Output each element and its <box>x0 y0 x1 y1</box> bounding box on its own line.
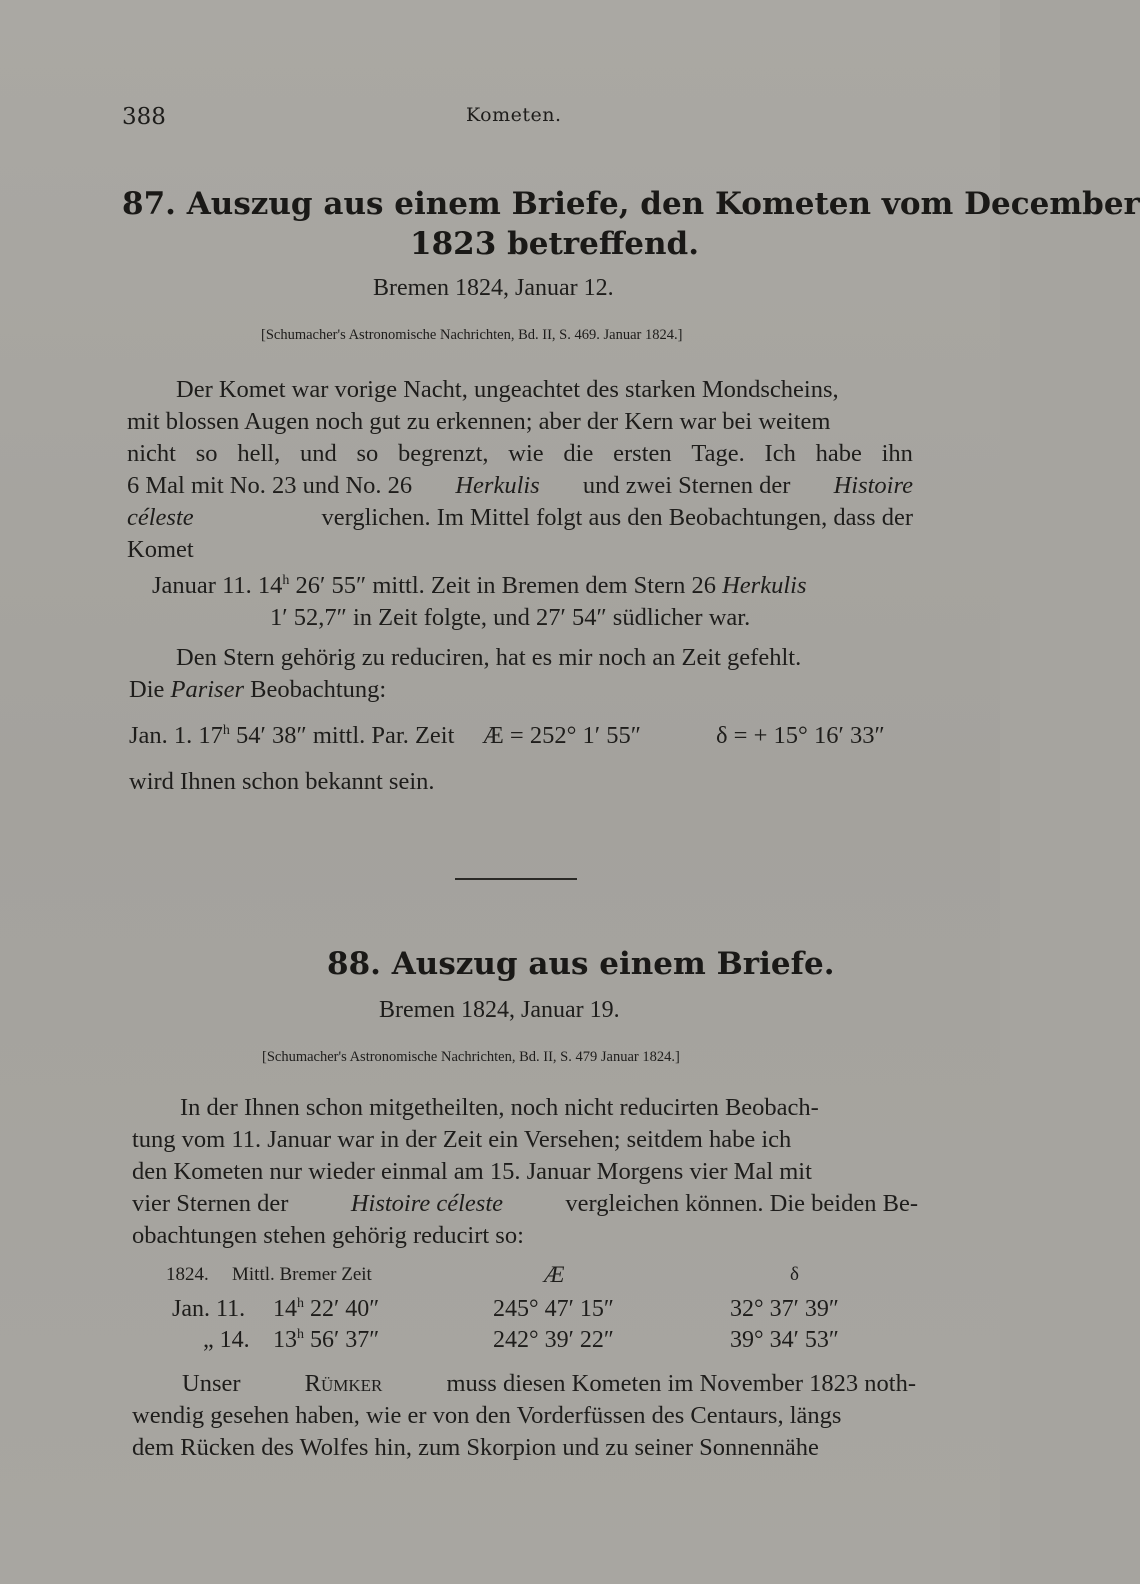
table-row1-dec: 32° 37′ 39″ <box>730 1296 839 1322</box>
text-segment: verglichen. Im Mittel folgt aus den Beobachtungen, dass der <box>321 504 913 531</box>
s87-p2-line1: Den Stern gehörig zu reduciren, hat es mir noch an Zeit gefehlt. <box>176 644 802 671</box>
word: und <box>299 440 337 467</box>
hour-mark: h <box>297 1327 304 1342</box>
word: so <box>195 440 218 467</box>
s87-observation-line2: 1′ 52,7″ in Zeit folgte, und 27′ 54″ südlicher war. <box>270 604 751 631</box>
s88-p1-line4 <box>132 1190 918 1218</box>
text-segment: und zwei Sternen der <box>582 472 791 499</box>
table-row2-dec: 39° 34′ 53″ <box>730 1327 839 1353</box>
word: nicht <box>127 440 176 467</box>
section-divider <box>455 878 577 880</box>
star-name: Herkulis <box>722 572 807 599</box>
s87-p1-line2: mit blossen Augen noch gut zu erkennen; aber der Kern war bei weitem <box>127 408 831 435</box>
table-header-ra: Æ <box>544 1262 565 1287</box>
section-87-source: [Schumacher's Astronomische Nachrichten, Bd. II, S. 469. Januar 1824.] <box>261 327 683 343</box>
s87-paris-ra: Æ = 252° 1′ 55″ <box>482 722 641 749</box>
text-segment: Unser <box>182 1370 241 1397</box>
text-segment: Die <box>129 676 165 703</box>
place-name: Pariser <box>170 676 244 703</box>
catalogue-name: Histoire céleste <box>350 1190 503 1217</box>
text-segment: 54′ 38″ mittl. Par. Zeit <box>229 722 455 749</box>
s88-p2-line2: wendig gesehen haben, wie er von den Vorderfüssen des Centaurs, längs <box>132 1402 842 1429</box>
s87-p1-line1: Der Komet war vorige Nacht, ungeachtet des starken Mondscheins, <box>176 376 839 403</box>
section-87-title-text: 87. Auszug aus einem Briefe, den Kometen vom December <box>122 186 1140 222</box>
text-segment: Januar 11. 14 <box>152 572 283 599</box>
s87-paris-dec: δ = + 15° 16′ 33″ <box>716 722 885 749</box>
section-88-title: 88. Auszug aus einem Briefe. <box>327 946 835 982</box>
s88-p1-line3: den Kometen nur wieder einmal am 15. Januar Morgens vier Mal mit <box>132 1158 812 1185</box>
table-row1-ra: 245° 47′ 15″ <box>493 1296 614 1322</box>
text-segment: Beobachtung: <box>250 676 387 703</box>
s87-paris-time <box>129 722 454 750</box>
word: Tage. <box>691 440 745 467</box>
minutes-seconds: 22′ 40″ <box>304 1296 380 1322</box>
word: ihn <box>881 440 913 467</box>
text-segment: muss diesen Kometen im November 1823 noth- <box>446 1370 916 1397</box>
table-row2-time <box>273 1327 379 1354</box>
text-segment: vergleichen können. Die beiden Be- <box>565 1190 918 1217</box>
table-row1-date: Jan. 11. <box>172 1296 246 1322</box>
hours: 14 <box>273 1296 297 1322</box>
running-title: Kometen. <box>466 104 562 126</box>
word: habe <box>815 440 862 467</box>
hour-mark: h <box>222 722 230 738</box>
section-88-source: [Schumacher's Astronomische Nachrichten, Bd. II, S. 479 Januar 1824.] <box>262 1049 680 1065</box>
hour-mark: h <box>282 572 290 588</box>
s88-p1-line1: In der Ihnen schon mitgetheilten, noch nicht reducirten Beobach- <box>180 1094 819 1121</box>
s88-p2-line1 <box>182 1370 916 1398</box>
s87-observation-line1 <box>152 572 806 600</box>
table-header-year: 1824. <box>166 1264 209 1285</box>
s87-p1-line3 <box>127 440 913 468</box>
table-header-time: Mittl. Bremer Zeit <box>232 1264 372 1285</box>
hour-mark: h <box>297 1296 304 1311</box>
s87-p1-line4 <box>127 472 913 500</box>
page-number: 388 <box>122 104 166 130</box>
text-segment: 26′ 55″ mittl. Zeit in Bremen dem Stern 26 <box>289 572 723 599</box>
table-row1-time <box>273 1296 379 1323</box>
person-name: Rümker <box>304 1370 383 1397</box>
star-name: Herkulis <box>455 472 540 499</box>
s88-p1-line5: obachtungen stehen gehörig reducirt so: <box>132 1222 524 1249</box>
text-segment: 6 Mal mit No. 23 und No. 26 <box>127 472 413 499</box>
s88-p1-line2: tung vom 11. Januar war in der Zeit ein Versehen; seitdem habe ich <box>132 1126 792 1153</box>
word: die <box>563 440 594 467</box>
s87-p2-line2 <box>129 676 386 704</box>
s87-p3: wird Ihnen schon bekannt sein. <box>129 768 435 795</box>
s88-p2-line3: dem Rücken des Wolfes hin, zum Skorpion und zu seiner Sonnennähe <box>132 1434 819 1461</box>
hours: 13 <box>273 1327 297 1353</box>
word: hell, <box>237 440 281 467</box>
word: wie <box>508 440 544 467</box>
section-88-place-date: Bremen 1824, Januar 19. <box>379 997 620 1023</box>
table-header-dec: δ <box>790 1264 799 1285</box>
text-segment: vier Sternen der <box>132 1190 289 1217</box>
word: so <box>356 440 379 467</box>
word: ersten <box>613 440 672 467</box>
section-87-title-line2: 1823 betreffend. <box>410 226 700 262</box>
section-87-title-line1 <box>122 186 1140 222</box>
minutes-seconds: 56′ 37″ <box>304 1327 380 1353</box>
word: begrenzt, <box>398 440 489 467</box>
word: Ich <box>764 440 796 467</box>
text-segment: Jan. 1. 17 <box>129 722 223 749</box>
s87-p1-line6: Komet <box>127 536 194 563</box>
table-row2-ra: 242° 39′ 22″ <box>493 1327 614 1353</box>
catalogue-name: Histoire <box>833 472 913 499</box>
table-row2-date: „ 14. <box>203 1327 250 1353</box>
section-87-place-date: Bremen 1824, Januar 12. <box>373 275 614 301</box>
catalogue-name: céleste <box>127 504 194 531</box>
s87-p1-line5 <box>127 504 913 532</box>
